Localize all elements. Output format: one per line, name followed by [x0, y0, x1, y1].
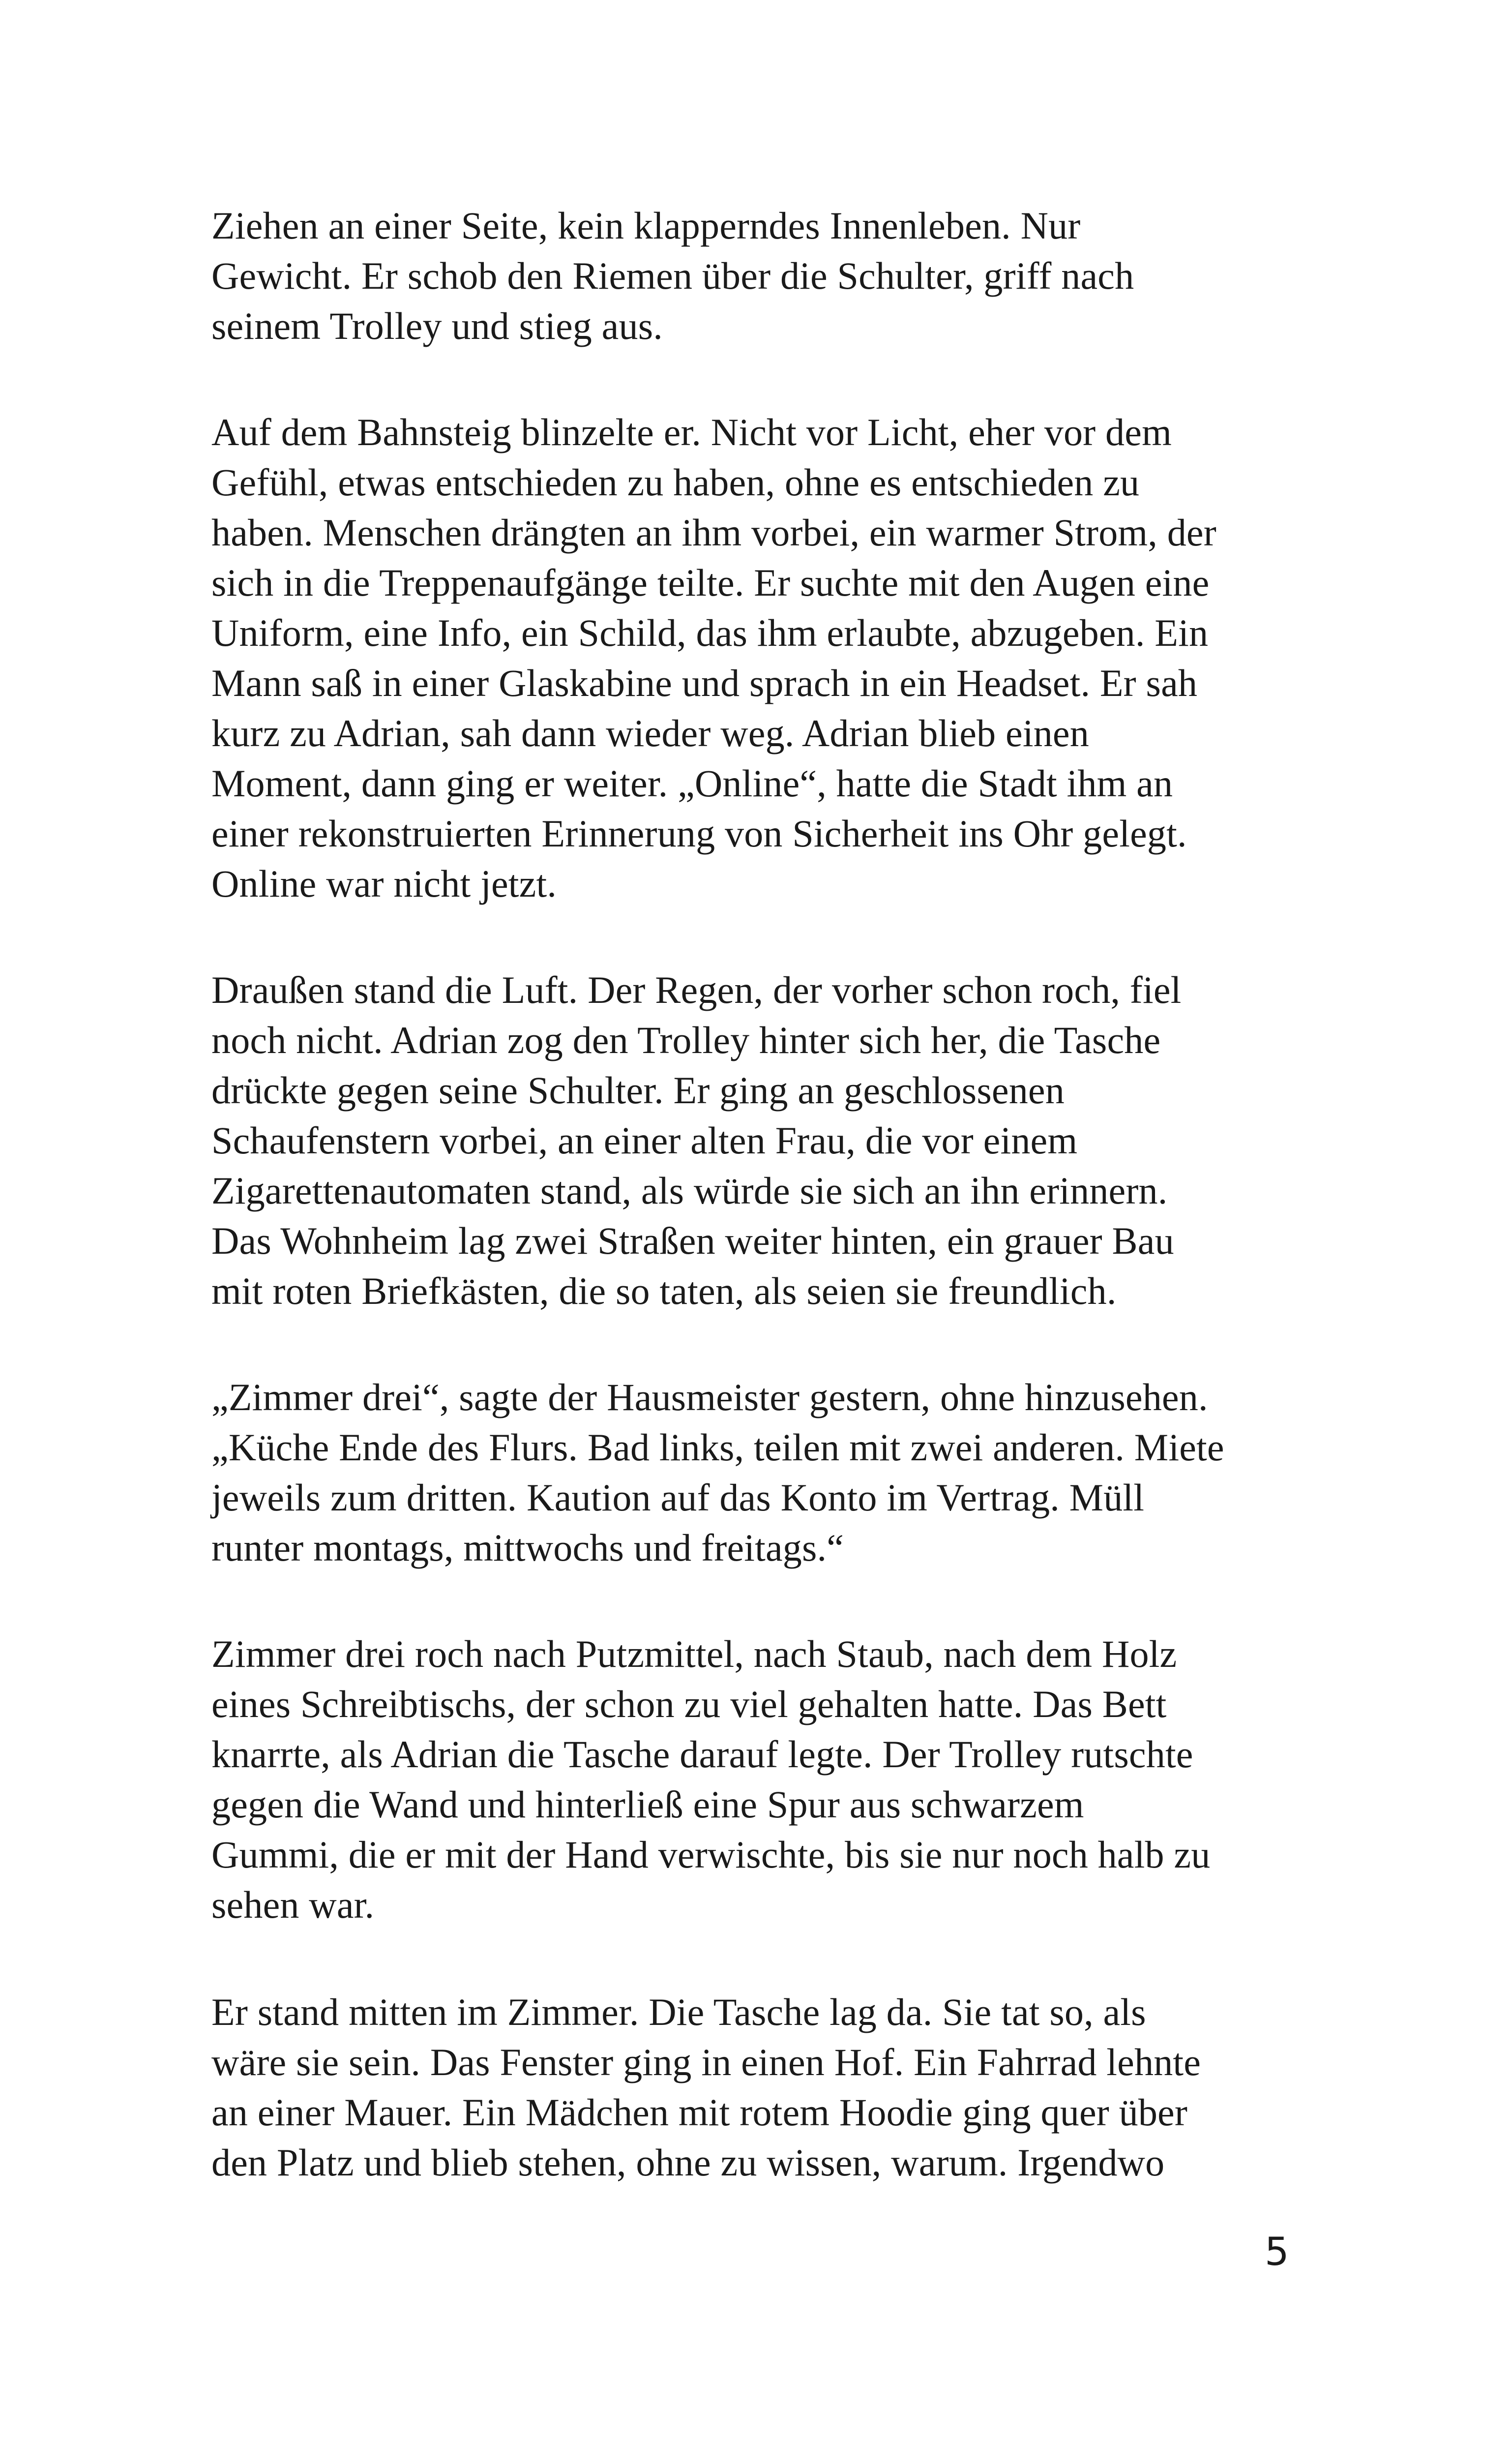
text-line: Zimmer drei roch nach Putzmittel, nach Staub, nach dem Holz — [211, 1632, 1177, 1675]
text-line: an einer Mauer. Ein Mädchen mit rotem Hoodie ging quer über — [211, 2091, 1188, 2134]
text-line: „Zimmer drei“, sagte der Hausmeister gestern, ohne hinzusehen. — [211, 1376, 1208, 1418]
text-line: Das Wohnheim lag zwei Straßen weiter hinten, ein grauer Bau — [211, 1219, 1174, 1262]
text-line: seinem Trolley und stieg aus. — [211, 304, 663, 347]
paragraph-2 — [211, 407, 1216, 909]
text-line: Gummi, die er mit der Hand verwischte, bis sie nur noch halb zu — [211, 1833, 1211, 1876]
text-line: Schaufenstern vorbei, an einer alten Frau, die vor einem — [211, 1119, 1078, 1162]
text-line: sich in die Treppenaufgänge teilte. Er suchte mit den Augen eine — [211, 561, 1210, 604]
text-line: Ziehen an einer Seite, kein klapperndes Innenleben. Nur — [211, 204, 1081, 247]
text-line: mit roten Briefkästen, die so taten, als seien sie freundlich. — [211, 1269, 1117, 1312]
text-line: noch nicht. Adrian zog den Trolley hinter sich her, die Tasche — [211, 1019, 1161, 1061]
paragraph-3 — [211, 965, 1182, 1316]
text-line: wäre sie sein. Das Fenster ging in einen Hof. Ein Fahrrad lehnte — [211, 2041, 1201, 2083]
text-line: „Küche Ende des Flurs. Bad links, teilen mit zwei anderen. Miete — [211, 1426, 1224, 1469]
text-line: Auf dem Bahnsteig blinzelte er. Nicht vor Licht, eher vor dem — [211, 411, 1172, 453]
text-line: knarrte, als Adrian die Tasche darauf legte. Der Trolley rutschte — [211, 1733, 1193, 1776]
text-line: Zigarettenautomaten stand, als würde sie sich an ihn erinnern. — [211, 1169, 1168, 1212]
text-line: Online war nicht jetzt. — [211, 862, 557, 905]
text-line: Gefühl, etwas entschieden zu haben, ohne es entschieden zu — [211, 461, 1140, 504]
text-line: Er stand mitten im Zimmer. Die Tasche lag da. Sie tat so, als — [211, 1991, 1146, 2033]
text-line: eines Schreibtischs, der schon zu viel gehalten hatte. Das Bett — [211, 1683, 1167, 1725]
text-line: gegen die Wand und hinterließ eine Spur aus schwarzem — [211, 1783, 1084, 1826]
text-line: Uniform, eine Info, ein Schild, das ihm erlaubte, abzugeben. Ein — [211, 611, 1209, 654]
text-line: Moment, dann ging er weiter. „Online“, hatte die Stadt ihm an — [211, 762, 1173, 805]
text-line: sehen war. — [211, 1883, 375, 1926]
text-line: runter montags, mittwochs und freitags.“ — [211, 1526, 844, 1569]
page-number: 5 — [1265, 2230, 1289, 2274]
text-line: Draußen stand die Luft. Der Regen, der vorher schon roch, fiel — [211, 968, 1182, 1011]
paragraph-6 — [211, 1987, 1201, 2188]
text-line: Gewicht. Er schob den Riemen über die Schulter, griff nach — [211, 254, 1134, 297]
text-line: haben. Menschen drängten an ihm vorbei, ein warmer Strom, der — [211, 511, 1216, 554]
text-line: kurz zu Adrian, sah dann wieder weg. Adrian blieb einen — [211, 712, 1089, 754]
text-line: jeweils zum dritten. Kaution auf das Konto im Vertrag. Müll — [211, 1476, 1145, 1519]
paragraph-1 — [211, 201, 1134, 351]
text-line: Mann saß in einer Glaskabine und sprach in ein Headset. Er sah — [211, 662, 1198, 704]
text-line: drückte gegen seine Schulter. Er ging an geschlossenen — [211, 1069, 1065, 1112]
text-line: einer rekonstruierten Erinnerung von Sicherheit ins Ohr gelegt. — [211, 812, 1187, 855]
paragraph-4 — [211, 1372, 1224, 1573]
paragraph-5 — [211, 1629, 1210, 1930]
text-line: den Platz und blieb stehen, ohne zu wissen, warum. Irgendwo — [211, 2141, 1165, 2184]
